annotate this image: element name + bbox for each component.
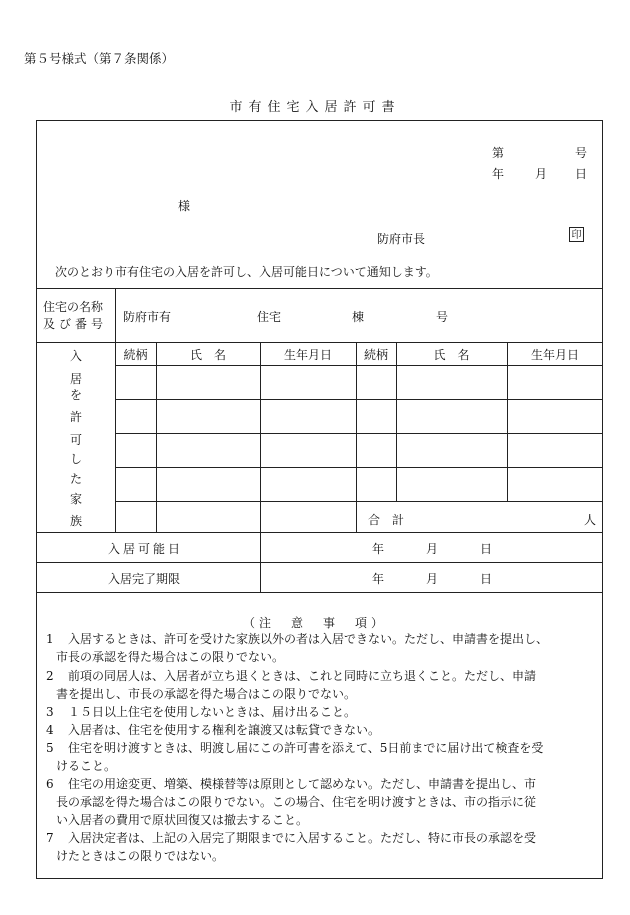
rule-family-bottom	[36, 532, 603, 533]
housing-house: 住宅	[257, 310, 282, 324]
note-text: 入居者は、住宅を使用する権利を譲渡又は転貸できない。	[68, 723, 381, 737]
rule-header-bottom	[36, 288, 603, 289]
recipient-honorific: 様	[178, 199, 191, 213]
note-text: 入居決定者は、上記の入居完了期限までに入居すること。ただし、特に市長の承認を受	[68, 831, 537, 845]
col-header-relation: 続柄	[363, 348, 388, 362]
rule-family-row4	[115, 501, 603, 502]
family-total-label: 合 計	[368, 513, 405, 527]
move-in-date-label: 入居可能日	[108, 542, 184, 556]
note-number: 1	[46, 632, 54, 646]
note-text: 入居するときは、許可を受けた家族以外の者は入居できない。ただし、申請書を提出し、	[68, 632, 549, 646]
issue-date-month: 月	[535, 167, 548, 181]
permit-number-suffix: 号	[575, 146, 588, 160]
note-item	[46, 667, 604, 703]
family-side-char: 族	[69, 514, 82, 528]
deadline-month: 月	[426, 572, 439, 586]
move-in-day: 日	[480, 542, 493, 556]
rule-family-head	[115, 365, 603, 366]
col-header-relation: 続柄	[123, 348, 148, 362]
note-number: 4	[46, 723, 54, 737]
col-header-birthdate: 生年月日	[530, 348, 579, 362]
note-item	[46, 775, 604, 829]
deadline-day: 日	[480, 572, 493, 586]
family-side-char: 可	[69, 433, 82, 447]
family-side-char: 許	[69, 410, 82, 424]
issue-date-year: 年	[492, 167, 505, 181]
housing-label-line1: 住宅の名称	[43, 300, 104, 314]
move-in-month: 月	[426, 542, 439, 556]
col-header-birthdate: 生年月日	[283, 348, 332, 362]
note-number: 6	[46, 777, 54, 791]
note-text-continued: い入居者の費用で原状回復又は撤去すること。	[56, 813, 309, 827]
issue-date-day: 日	[575, 167, 588, 181]
family-side-char: 家	[69, 492, 82, 506]
form-number-label: 第５号様式（第７条関係）	[24, 51, 175, 66]
official-seal-mark: 印	[569, 227, 584, 242]
rule-label-column	[115, 288, 116, 532]
note-number: 2	[46, 669, 54, 683]
rule-col-name1	[260, 342, 261, 592]
note-text: 前項の同居人は、入居者が立ち退くときは、これと同時に立ち退くこと。ただし、申請	[68, 669, 537, 683]
housing-city: 防府市有	[123, 310, 172, 324]
rule-family-row2	[115, 433, 603, 434]
note-item	[46, 829, 604, 865]
rule-housing-bottom	[36, 342, 603, 343]
note-number: 7	[46, 831, 54, 845]
note-number: 3	[46, 705, 54, 719]
rule-date2-bottom	[36, 592, 603, 593]
note-number: 5	[46, 741, 54, 755]
notes-title: （注 意 事 項）	[242, 616, 387, 630]
housing-building: 棟	[352, 310, 365, 324]
note-text-continued: けたときはこの限りではない。	[56, 849, 225, 863]
family-side-char: た	[69, 472, 82, 486]
note-text-continued: 長の承認を得た場合はこの限りでない。この場合、住宅を明け渡すときは、市の指示に従	[56, 795, 537, 809]
note-text-continued: けること。	[56, 759, 117, 773]
family-total-unit: 人	[584, 513, 597, 527]
family-side-char: し	[69, 452, 82, 466]
permit-notice-text: 次のとおり市有住宅の入居を許可し、入居可能日について通知します。	[55, 265, 438, 279]
permit-number-prefix: 第	[492, 146, 505, 160]
housing-number: 号	[436, 310, 449, 324]
rule-family-row1	[115, 399, 603, 400]
rule-col-name2	[507, 342, 508, 501]
issuer-name: 防府市長	[377, 232, 426, 246]
col-header-name: 氏 名	[189, 348, 226, 362]
note-text: 住宅を明け渡すときは、明渡し届にこの許可書を添えて、5日前までに届け出て検査を受	[68, 741, 544, 755]
note-text: １５日以上住宅を使用しないときは、届け出ること。	[68, 705, 357, 719]
family-side-char: 入	[69, 349, 82, 363]
note-item	[46, 721, 604, 739]
rule-date1-bottom	[36, 562, 603, 563]
note-item	[46, 739, 604, 775]
col-header-name: 氏 名	[433, 348, 470, 362]
move-in-deadline-label: 入居完了期限	[108, 572, 181, 586]
note-item	[46, 703, 604, 721]
family-side-char: 居	[69, 372, 82, 386]
family-side-char: を	[69, 388, 82, 402]
rule-col-relation1	[156, 342, 157, 532]
note-item	[46, 630, 604, 666]
move-in-year: 年	[372, 542, 385, 556]
deadline-year: 年	[372, 572, 385, 586]
document-title: 市有住宅入居許可書	[229, 100, 401, 115]
note-text: 住宅の用途変更、増築、模様替等は原則として認めない。ただし、申請書を提出し、市	[68, 777, 537, 791]
note-text-continued: 書を提出し、市長の承認を得た場合はこの限りでない。	[56, 687, 357, 701]
note-text-continued: 市長の承認を得た場合はこの限りでない。	[56, 650, 285, 664]
rule-col-relation2	[396, 342, 397, 501]
housing-label-line2: 及び番号	[43, 317, 108, 331]
rule-col-birth1	[356, 342, 357, 532]
rule-family-row3	[115, 467, 603, 468]
